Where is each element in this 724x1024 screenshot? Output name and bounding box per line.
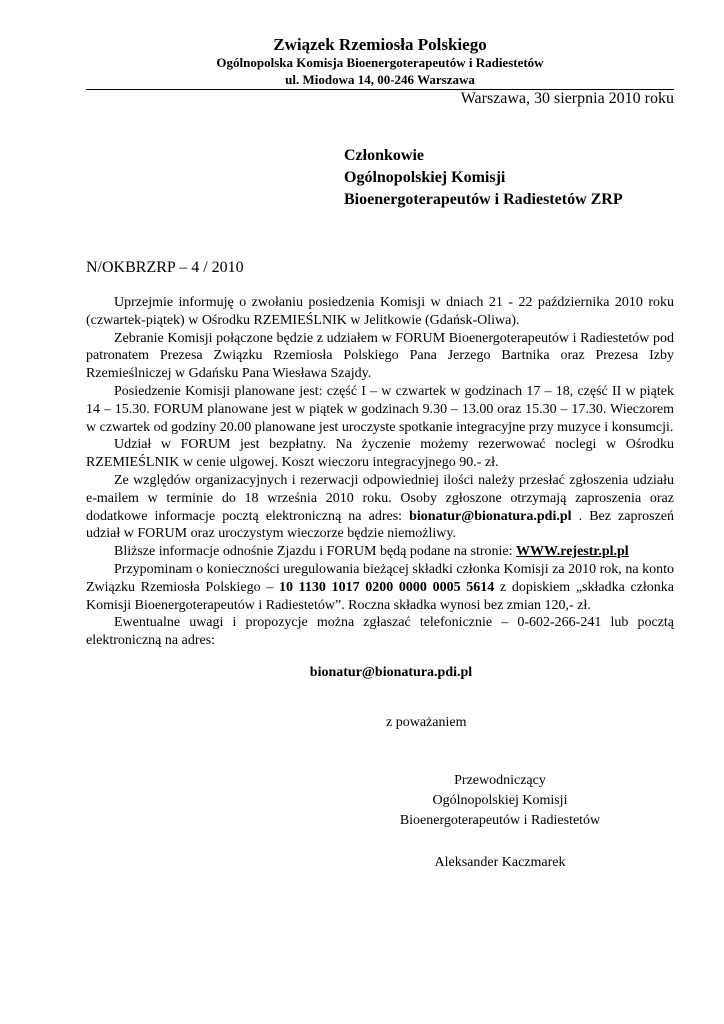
paragraph: [86, 561, 674, 614]
paragraph-text: Przypominam o konieczności uregulowania bieżącej składki członka Komisji za 2010 rok, na konto Związku Rzemiosła Polskiego –: [86, 561, 674, 595]
signature-line: Bioenergoterapeutów i Radiestetów: [399, 813, 601, 828]
paragraph: [86, 472, 674, 543]
paragraph-text: Bliższe informacje odnośnie Zjazdu i FORUM będą podane na stronie:: [114, 544, 517, 560]
signature-title: Przewodniczący: [454, 773, 546, 788]
closing: z poważaniem: [386, 715, 467, 730]
reference-number: N/OKBRZRP – 4 / 2010: [86, 259, 244, 276]
website-link[interactable]: WWW.rejestr.pl.pl: [516, 544, 629, 560]
signature-line: Ogólnopolskiej Komisji: [432, 793, 568, 808]
paragraph-text: . Bez zaproszeń udział w FORUM oraz uroczystym wieczorze będzie niemożliwy.: [86, 508, 674, 542]
paragraph: Udział w FORUM jest bezpłatny. Na życzenie możemy rezerwować noclegi w Ośrodku RZEMIEŚLNIK w cenie ulgowej. Koszt wieczoru integracyjnego 90.- zł.: [86, 437, 674, 471]
paragraph: Zebranie Komisji połączone będzie z udziałem w FORUM Bioenergoterapeutów i Radiestetów pod patronatem Prezesa Związku Rzemiosła Polskiego Pana Jerzego Bartnika oraz Prezesa Izby Rzemieślniczej w Gdańsku Pana Wiesława Szajdy.: [86, 330, 674, 382]
paragraph: [86, 543, 674, 561]
letter-body: [86, 294, 674, 650]
bank-account: 10 1130 1017 0200 0000 0005 5614: [279, 579, 495, 595]
email-link[interactable]: bionatur@bionatura.pdi.pl: [409, 508, 572, 524]
paragraph: Ewentualne uwagi i propozycje można zgłaszać telefonicznie – 0-602-266-241 lub pocztą elektroniczną na adres:: [86, 615, 674, 649]
recipient-line: Bioenergoterapeutów i Radiestetów ZRP: [344, 191, 623, 208]
org-name: Związek Rzemiosła Polskiego: [273, 35, 487, 54]
recipient-line: Członkowie: [344, 147, 424, 164]
paragraph-text: z dopiskiem „składka członka Komisji Bioenergoterapeutów i Radiestetów”. Roczna składka wynosi bez zmian 120,- zł.: [86, 579, 675, 613]
paragraph-text: Ze względów organizacyjnych i rezerwacji odpowiedniej ilości należy przesłać zgłoszenia udziału e-mailem w terminie do 18 września 2010 roku. Osoby zgłoszone otrzymają zaproszenia oraz dodatkowe informacje pocztą elektroniczną na adres:: [86, 472, 674, 524]
paragraph: Posiedzenie Komisji planowane jest: część I – w czwartek w godzinach 17 – 18, część II w piątek 14 – 15.30. FORUM planowane jest w piątek w godzinach 9.30 – 13.00 oraz 15.30 – 17.30. Wieczorem w czwartek od godziny 20.00 planowane jest uroczyste spotkanie integracyjne przy muzyce i konsumcji.: [86, 383, 674, 435]
signature-block: [350, 771, 650, 831]
date-line: Warszawa, 30 sierpnia 2010 roku: [460, 90, 674, 107]
recipient-block: [344, 145, 623, 211]
paragraph: Uprzejmie informuję o zwołaniu posiedzenia Komisji w dniach 21 - 22 października 2010 roku (czwartek-piątek) w Ośrodku RZEMIEŚLNIK w Jelitkowie (Gdańsk-Oliwa).: [86, 295, 674, 328]
committee-name: Ogólnopolska Komisja Bioenergoterapeutów i Radiestetów: [216, 55, 544, 70]
org-address: ul. Miodowa 14, 00-246 Warszawa: [285, 72, 475, 87]
recipient-line: Ogólnopolskiej Komisji: [344, 169, 506, 186]
contact-email[interactable]: bionatur@bionatura.pdi.pl: [309, 665, 473, 680]
signature-name: Aleksander Kaczmarek: [434, 855, 566, 870]
